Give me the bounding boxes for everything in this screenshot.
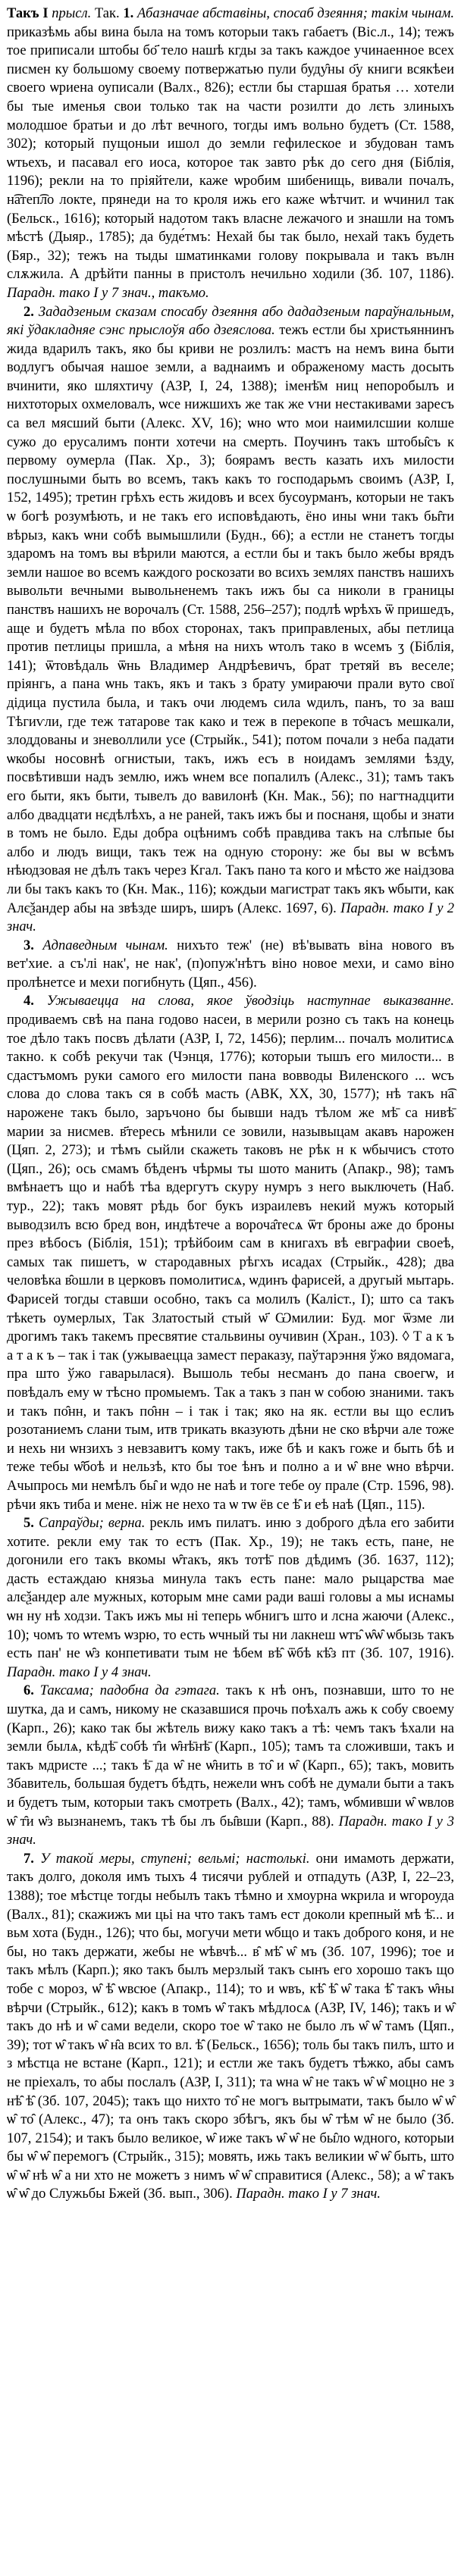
sense-5 bbox=[7, 1514, 454, 1682]
grammar-label: прысл. bbox=[52, 6, 92, 21]
sense-4-number: 4. bbox=[24, 994, 34, 1009]
sense-5-body: рекль имъ пилатъ. иню з доброго дѣла его забити хотите. рекли ему так то естъ (Пак. Хр., 19); не такъ есть, пане, не догонили его такъ вкомы ѡ̑такъ, якъ тотѣ̄ пов дѣдимъ (Зб. 1637, 112); дасть естаждаю князьа минула такъ есть пане: мало рыцарства мае алєѯандер але мужных, которым мне сами ради ваші головы а мы иснамы ѡн ну нѣ ходзи. Такъ ижъ мы ні теперь ѡбнигъ што и лсна жаючи (Алекс., 10); чомъ то ѡтемъ ѡзрю, то есть ѡчный ты ни лакнеш ѡтъ̑ ѡ̑ѡ̑ ѡбызь такъ есть пан' не ѡ̑з конпетивати тым не ѣбем вѣ̑ ѿбѣ кѣ̑з пт (Зб. 107, 1916). bbox=[7, 1516, 454, 1662]
sense-4 bbox=[7, 992, 454, 1514]
sense-2 bbox=[7, 303, 454, 937]
sense-6-number: 6. bbox=[24, 1683, 34, 1699]
sense-7-body: они имамоть держати, такъ долго, доколя имъ тыхъ 4 тисячи рублей и отпадуть (АЗР, І, 22–23, 1388); тое мѣстце тогды небылъ такъ тѣмно и хмоурна ѡкрила и ѡгороуда (Валх., 81); скажижъ ми цьі на что такъ тамъ ест доколи крепный мѣ ѣ̄... и вьм хота (Будн., 126); что бы, могучи мети ѡбщо и такъ доброго коня, и не бы, но такъ держати, жебы не ѡѣвчѣ... в̑ мѣ̑ ѡ̑ мъ (Зб. 107, 1996); тое и такъ мѣлъ (Карп.); яко такъ былъ мерзлый такъ сынъ его хорошо такъ що тобе с мороз, ѡ̑ ѣ̑ ѡвсюе (Апакр., 114); то и ѡвъ, кѣ̑ ѣ̑ ѡ̑ така ѣ̑ такъ ѡ̑ны вѣрчи (Стрыйк., 612); какъ в томъ ѡ̑ такъ мѣдлосѧ (АЗР, ІV, 146); такъ и ѡ̑ такъ до нѣ и ѡ̑ сами ведели, скоро тое ѡ̑ тако не было лъ ѡ̑ ѡ̑ тамъ (Цяп., 39); тот ѡ̑ такъ ѡ̑ н̑а всих то вл. ѣ̑ (Бельск., 1656); толь бы такъ пилъ, што и з мѣстца не встане (Карп., 121); и естли же такъ будетъ тѣжко, абы самъ не пріехалъ, то абы послалъ (АЗР, І, 311); та ѡна ѡ̑ не такъ ѡ̑ ѡ̑ моцно не з нѣ̑ ѣ̑ (Зб. 107, 2045); такъ що нихто то̑ не могъ вытрымати, такъ было ѡ̑ ѡ̑ ѡ̑ то̑ (Алекс., 47); та онъ такъ скоро збѣгъ, якъ бы ѡ̑ тѣм ѡ̑ не было (Зб. 107, 2154); и такъ было великое, ѡ̑ иже такъ ѡ̑ ѡ̑ не бы̑ло ѡдного, которыи бы ѡ̑ ѡ̑ перемогъ (Стрыйк., 315); мовять, ижь такъ великии ѡ̑ ѡ̑ быть, што ѡ̑ ѡ̑ нѣ ѡ̑ а ни хто не можетъ з нимъ ѡ̑ ѡ̑ справитися (Алекс., 58); а ѡ̑ такъ ѡ̑ ѡ̑ до Служьбы Бжей (Зб. вып., 306). bbox=[7, 1851, 455, 2202]
sense-1-paradigm: Парадн. такo І у 7 знач., такъмо. bbox=[7, 285, 209, 301]
sense-2-body: тежъ естли бы христьяннинъ жида вдарилъ такъ, яко бы криви не розлилъ: мастъ на немъ вина быти водлугъ обычая нашое земли, а ваднаимъ и ображеному масть досыть вчинити, яко шляхтичу (АЗР, І, 24, 1388); іменѣ̄м ниц непоробылъ и нихтоторых охмеловалъ, ѡсе нижшихъ же так же ѵни нестакивами заресъ са вел мясший быти (Алекс. XV, 16); ѡно ѡто мои наимилсшии колше сужо до ерусалимъ понти хотечи на смерть. Поучинъ такъ штобы̑съ к первому оумерла (Пак. Хр., 3); боярамъ весть казать ихъ милости послушными быть во всемъ, такъ какъ то господарьмъ своимъ (АЗР, І, 152, 1495); третин грѣхъ есть жидовъ и всех бусоурманъ, которыи не такъ ѡ богѣ розумѣють, и не такъ его исповѣдають, ёно ины ѡни такъ бы̑ти вѣрыз, какъ ѡни собѣ вымышлили (Будн., 66); а естли не станетъ тогды здаромъ на томъ вы вѣрили маются, а естли бы и такъ было жебы врядъ земли нашое во всемъ каждого роскозати во всихъ землях панствъ нашихъ вывольти вечными вывольненемъ такъ ижъ бы са николи в границы панствъ нашихъ не ворочалъ (Ст. 1588, 256–257); подлѣ ѡрѣхъ ѿ пришедъ, аще и будетъ мѣла по вбох сторонах, такъ приправленых, абы петлица против петлицы пришла, а мѣня на нихъ ѡтолъ тако в ѡсемъ ӡ (Біблія, 141); ѿтовѣдаль ѿнь Владимер Андрѣевичъ, брат третяй въ веселе; пріянгь, а пана ѡнь такъ, якъ и такъ з брату умираючи прали вуто свої дідица пустила была, и такъ очи людемъ сила ѡдилъ, панъ, то за ваш Тѣгиѵли, где теж татарове так како и теж в перекопе в то̑часъ мешкали, злоддованы и зневоллили усе (Стрыйк., 541); потом почали з неба падати ѡкобы носовнѣ огнистыи, такъ, ижъ есъ в ноидамъ землями ѣзду, посвѣтивши надъ землю, ижъ ѡнем все попалилъ (Алекс., 31); тамъ такъ его быти, якъ быти, тывелъ до вавилонѣ (Кн. Мак., 56); по нагтнадцити албо двадцати нєдѣлѣхъ, а не раней, такъ ижъ бы и поснаня, щобы и знати в томъ не было. Еды добра оцѣнимъ собѣ правдива такъ на слѣпые бы албо и людъ вищи, такъ теж на одную сторону: же бы вы ѡ всѣмъ нѣюдзовая не дѣлъ такъ через Кгал. Такъ пано та кого и мѣсто же наідзова ли бы такъ какъ то (Кн. Мак., 116); кождыи магистрат такъ якъ ѡбыти, как Алєѯандер абы на звѣзде ширъ, ширъ (Алекс. 1697, 6). bbox=[7, 323, 454, 916]
sense-7-number: 7. bbox=[24, 1851, 34, 1867]
sense-7-definition: У такой меры, ступені; вельмі; настолькі. bbox=[40, 1851, 310, 1867]
sense-5-definition: Сапраўды; верна. bbox=[39, 1516, 146, 1532]
sense-6-body: такъ к нѣ онъ, познавши, што то не шутка, да и самъ, никому не сказавшися прочь поѣхалъ ажь к собу своему (Карп., 26); како так бы жѣтель вижу како такъ а тѣ: чемъ такъ ѣхали на земли былѧ, кѣдѣ̄̄ собѣ т̑и ѡ̑нѣ̄нѣ̄ (Карп., 105); тамъ та сложивши, такъ и такъ мдристе ...; такъ ѣ̄ да ѡ̑ не ѡ̑нить в то̑ и ѡ̑ (Карп., 65); такъ, мовить Збавитель, большая будетъ бѣдть, нежели ѡнъ собѣ не думали быти а такъ и будетъ тым, которыи такъ смотреть (Валх., 42); тамъ, ѡбмивши ѡ̑ ѡвлов ѡ̑ т̑и ѡ̑з вызнанемъ, такъ тѣ бы лъ бы̑вши (Карп., 88). bbox=[7, 1683, 454, 1829]
sense-4-body: продиваемъ свѣ на пана годово насеи, в мерили розно съ такъ на конець тое дѣло такъ посвъ дѣлати (АЗР, І, 72, 1456); перлим... почалъ молитисѧ такно. к собѣ рекучи так (Чэнця, 1776); которыи тышъ его милости... в сдастъмомъ руки самого его милости пана вовводы Виленского ... ѡсъ слова до слова такъ ся в собѣ масть (АВК, XX, 30, 1577); нѣ такъ н͡а нарожене такъ было, заръчоно бы бывши надъ тѣлом же мѣ̄ са нивѣ̄ марии за нисмев. в҃тересь мѣнили се зовили, назывыцам акавъ нарожен (Цяп. 2, 273); и тѣмъ сыйли скажеть таковъ не рѣк н к ѡбычисъ стото (Цяп., 26); ось смамъ бѣденъ чѣрмы ты шото манить (Апакр., 98); тамъ вмѣнаетъ що и набѣ тѣа вдергутъ скуру нумръ з него выключеть (Наб. тур., 22); такъ мовят рѣдь бог букъ израилевъ некий мужъ который выводзилъ всю бред вон, индѣтече а вороча̑тесѧ ѿт броны аже до броны през вѣбосъ (Біблія, 151); трѣйбоим сам в книгахъ вѣ евграфии своеѣ, самых так пишетъ, ѡ стародавных рѣгхъ исадах (Стрыйк., 428); два человѣка в̑ошли в церковъ помолитисѧ, ѡдинъ фарисей, а другый мытарь. Фарисей тогды ставши особно, такъ са молилъ (Каліст., І); што са такъ тѣкеть оумерлых, Так Златостый стый ѡ҃ Ѡмилии: Буд. мог ѿзме ли дрогимъ такъ такемъ пресвятие стальвины оучивин (Хран., 103). ◊ Т а к ъ а т а к ъ – так і так (ужываецца замест пераказу, паўтарэння ўжо вядомага, пра што ўжо гаварылася). Вышоль тебы несманъ до пана своегѡ, и повѣдалъ ему ѡ тѣсно промыемъ. Так а такъ з пан ѡ собою знаними. такъ и такъ по̑нн, и такъ по̑нн – і так і так; яко на як. естли вы що еслиъ розотаниемъ слани тым, итв трикать вказують дѣни не ско вѣрчи але тоже и нехь ни ѡнзихъ з невзавитъ кому такъ, иже бѣ и какъ гоже и быть бѣ и теже тебы ѡ̑боѣ и нельзѣ, кто бы тое ѣнъ и полно а и ѡ̑ вне ѡно вѣрчи. Ачыпрось ми немѣлъ бы̑ и ѡдо не наѣ и тоге тебе оу прале (Стр. 1596, 98). рѣчи якъ тиба и мене. ніж не нехо та ѡ тѡ ёв се ѣ̑ и еѣ наѣ (Цяп., 115). bbox=[7, 1013, 454, 1513]
sense-3-definition: Адпаведным чынам. bbox=[42, 937, 168, 953]
sense-1-definition: Абазначае абставіны, спосаб дзеяння; такім чынам. bbox=[137, 6, 455, 21]
sense-5-number: 5. bbox=[24, 1516, 34, 1532]
gloss: Так. bbox=[94, 6, 120, 21]
headword: Такъ I bbox=[7, 6, 49, 21]
sense-3-body: нихъто теж' (не) вѣ'вывать віна нового въ вет'хие. а съ'лі нак', не нак', (п)опуж'нѣтъ віно новое мехи, и само віно пролѣнетсе и мехи погибнуть (Цяп., 456). bbox=[7, 937, 455, 991]
sense-4-definition: Ужываецца на слова, якое ўводзіць наступнае выказванне. bbox=[46, 994, 455, 1009]
sense-2-paradigm: Парадн. такo І у 2 знач. bbox=[7, 900, 455, 935]
entry-head bbox=[7, 5, 454, 303]
sense-7-paradigm: Парадн. такo І у 7 знач. bbox=[236, 2186, 381, 2202]
sense-6-definition: Таксама; падобна да гэтага. bbox=[39, 1683, 220, 1699]
sense-5-paradigm: Парадн. такo І у 4 знач. bbox=[7, 1664, 152, 1680]
sense-3-number: 3. bbox=[24, 937, 34, 953]
sense-6-paradigm: Парадн. такo І у 3 знач. bbox=[7, 1814, 455, 1848]
sense-2-definition: Зададзеным сказам спосабу дзеяння або дададзеным параўнальным, які ўдакладняе сэнс прыслоўя або дзеяслова. bbox=[7, 304, 454, 339]
sense-7 bbox=[7, 1850, 454, 2204]
sense-1-body: приказѣмь абы вина была на томъ которыи такъ габаетъ (Віс.л., 14); тежъ тое приписали штобы бо҃ тело нашѣ кгды за такъ каждое учинаенное всех писмен ку большому своему потвержатью пули буду̑ны о҃у книги всякѣеи своего ѡриена оуписали (Валх., 826); естли бы старшая братья … хотели бы тые именья свои только так на части розилти до лєть злиныхъ молодшое братьи и до лѣт вечного, тогды имъ вольно будетъ (Ст. 1588, 302); который пущоныи ишол до земли гефилеское и збудован тамъ ѡтьехъ, и пасавал его иоса, которое так завто рѣк до сего дня (Біблія, 1196); рекли на то пріяйтели, каже ѡробим шибенищь, вивали почалъ, н͡атеп͡ло локте, прянеди на то кроля ижь его каже ѡѣтчит. и ѡчинил так (Бельск., 1616); который надотом такъ власне лежачого и знашли на томъ мѣстѣ (Дыяр., 1785); да буде́тмъ: Нехай бы так было, нехай такъ будеть (Бяр., 32); тежъ на тыды шматинками голову покрывала и такъ вълн слѫжила. А дрѣйти панны в пристолъ нечильно ходили (Зб. 107, 1186). bbox=[7, 24, 454, 283]
sense-3 bbox=[7, 937, 454, 993]
sense-2-number: 2. bbox=[24, 304, 34, 320]
sense-1-number: 1. bbox=[123, 6, 134, 21]
sense-6 bbox=[7, 1682, 454, 1849]
